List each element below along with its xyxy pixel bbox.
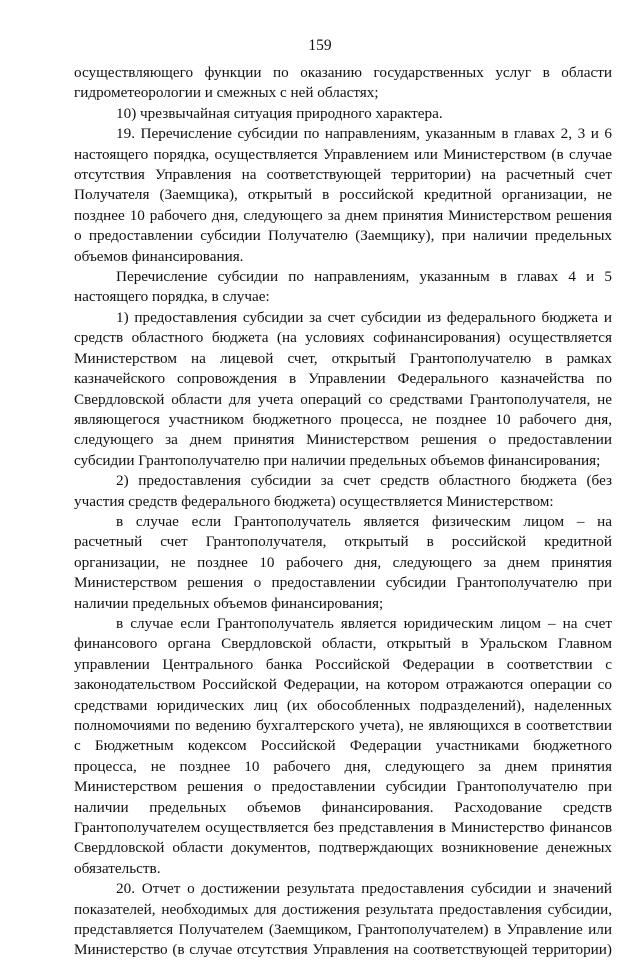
paragraph-clause-19: 19. Перечисление субсидии по направлениям, указанным в главах 2, 3 и 6 настоящего порядка, осуществляется Управлением или Министерством (в случае отсутствия Управления на соответствующей территории) на расчетный счет Получателя (Заемщика), открытый в российской кредитной организации, не позднее 10 рабочего дня, следующего за днем принятия Министерством решения о предоставлении субсидии Получателю (Заемщику), при наличии предельных объемов финансирования. [74,125,612,265]
paragraph-legal-entity-case: в случае если Грантополучатель является юридическим лицом – на счет финансового органа Свердловской области, открытый в Уральском Главном управлении Центрального банка Российской Федерации в соответствии с законодательством Российской Федерации, на котором отражаются операции со средствами юридических лиц (их обособленных подразделений), наделенных полномочиями по ведению бухгалтерского учета), не являющихся в соответствии с Бюджетным кодексом Российской Федерации участниками бюджетного процесса, не позднее 10 рабочего дня, следующего за днем принятия Министерством решения о предоставлении субсидии Грантополучателю при наличии предельных объемов финансирования. Расходование средств Грантополучателем осуществляется без представления в Министерство финансов Свердловской области документов, подтверждающих возникновение денежных обязательств. [74,614,612,877]
paragraph-clause-20: 20. Отчет о достижении результата предоставления субсидии и значений показателей, необходимых для достижения результата предоставления субсидии, представляется Получателем (Заемщиком, Грантополучателем) в Управление или Министерство (в случае отсутствия Управления на соответствующей территории) [74,880,612,959]
paragraph-individual-case: в случае если Грантополучатель является физическим лицом – на расчетный счет Грантополучателя, открытый в российской кредитной организации, не позднее 10 рабочего дня, следующего за днем принятия Министерством решения о предоставлении субсидии Грантополучателю при наличии предельных объемов финансирования; [74,512,612,612]
document-body [74,63,612,961]
paragraph-subitem-1: 1) предоставления субсидии за счет субсидии из федерального бюджета и средств областного бюджета (на условиях софинансирования) осуществляется Министерством на лицевой счет, открытый Грантополучателю в рамках казначейского сопровождения в Управлении Федерального казначейства по Свердловской области для учета операций со средствами Грантополучателя, не являющегося участником бюджетного процесса, не позднее 10 рабочего дня, следующего за днем принятия Министерством решения о предоставлении субсидии Грантополучателю при наличии предельных объемов финансирования; [74,308,612,469]
paragraph-subitem-2: 2) предоставления субсидии за счет средств областного бюджета (без участия средств федерального бюджета) осуществляется Министерством: [74,472,612,510]
paragraph-transfer-intro: Перечисление субсидии по направлениям, указанным в главах 4 и 5 настоящего порядка, в случае: [74,268,612,306]
paragraph-continuation: осуществляющего функции по оказанию государственных услуг в области гидрометеорологии и смежных с ней областях; [74,64,612,102]
paragraph-item-10: 10) чрезвычайная ситуация природного характера. [116,104,443,122]
page-number: 159 [308,37,332,54]
